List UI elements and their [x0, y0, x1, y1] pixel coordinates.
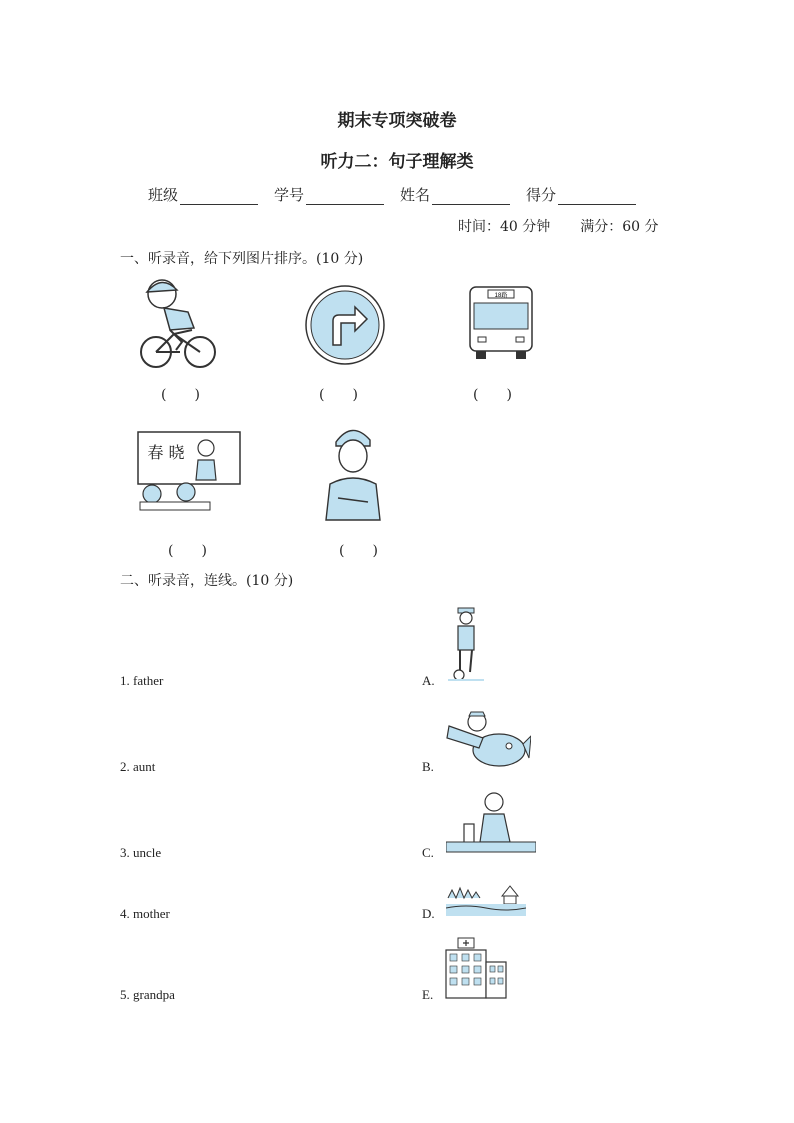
class-field[interactable]: [148, 184, 258, 205]
number-label: 学号: [274, 186, 305, 204]
hospital-building-picture: [444, 936, 508, 1000]
score-label: 得分: [526, 186, 557, 204]
time-text: 时间：40 分钟: [458, 219, 551, 235]
option-a-label[interactable]: A.: [422, 673, 435, 688]
order-paren-2[interactable]: ( ): [319, 387, 358, 403]
bus-picture: [468, 285, 534, 361]
lake-house-picture: [446, 882, 526, 918]
number-blank[interactable]: [306, 186, 384, 205]
order-paren-5[interactable]: ( ): [339, 543, 378, 559]
option-d-label[interactable]: D.: [422, 906, 435, 921]
board-text: 春 晓: [147, 443, 185, 462]
page-subtitle: 听力二：句子理解类: [320, 152, 474, 172]
chunwan-classroom-picture: [136, 430, 242, 514]
order-paren-1[interactable]: ( ): [161, 387, 200, 403]
turn-right-sign-picture: [303, 283, 387, 367]
order-paren-4[interactable]: ( ): [168, 543, 207, 559]
full-score-text: 满分：60 分: [580, 219, 659, 235]
option-e-label[interactable]: E.: [422, 987, 434, 1002]
part1-heading: 一、听录音，给下列图片排序。(10 分): [120, 251, 364, 267]
name-blank[interactable]: [432, 186, 510, 205]
score-field[interactable]: [526, 184, 636, 205]
number-field[interactable]: [274, 184, 384, 205]
match-item-aunt[interactable]: 2. aunt: [120, 759, 156, 774]
class-blank[interactable]: [180, 186, 258, 205]
page-title: 期末专项突破卷: [337, 111, 457, 131]
football-player-picture: [446, 606, 486, 682]
option-b-label[interactable]: B.: [422, 759, 434, 774]
match-item-mother[interactable]: 4. mother: [120, 906, 170, 921]
part2-heading: 二、听录音，连线。(10 分): [120, 573, 294, 589]
match-item-grandpa[interactable]: 5. grandpa: [120, 987, 175, 1002]
class-label: 班级: [148, 186, 179, 204]
bus-number: 18路: [494, 293, 508, 299]
cyclist-picture: [136, 274, 220, 374]
name-field[interactable]: [400, 184, 510, 205]
match-item-father[interactable]: 1. father: [120, 673, 164, 688]
worker-woman-picture: [322, 420, 384, 524]
order-paren-3[interactable]: ( ): [473, 387, 512, 403]
match-item-uncle[interactable]: 3. uncle: [120, 845, 162, 860]
fish-plane-picture: [443, 708, 531, 774]
option-c-label[interactable]: C.: [422, 845, 434, 860]
exam-meta: [458, 216, 689, 236]
woman-counter-picture: [446, 790, 536, 856]
score-blank[interactable]: [558, 186, 636, 205]
student-info-row: [148, 184, 652, 205]
name-label: 姓名: [400, 186, 431, 204]
